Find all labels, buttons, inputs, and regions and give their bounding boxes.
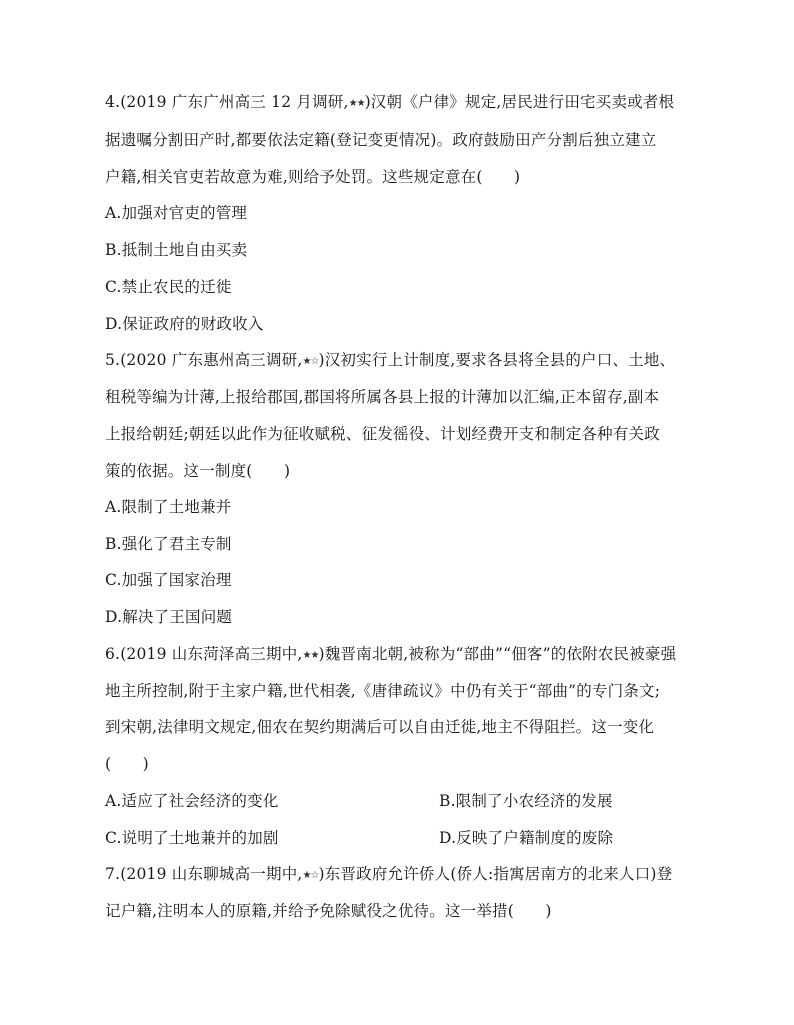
question-5-option-a: A.限制了土地兼并 xyxy=(105,498,232,516)
question-6-option-d: D.反映了户籍制度的废除 xyxy=(439,829,614,847)
question-6-option-a: A.适应了社会经济的变化 xyxy=(105,792,279,810)
question-4-stem-text: )汉朝《户律》规定,居民进行田宅买卖或者根 xyxy=(364,93,675,111)
question-5-line-2: 租税等编为计薄,上报给郡国,郡国将所属各县上报的计薄加以汇编,正本留存,副本 xyxy=(105,388,660,406)
question-5-option-c: C.加强了国家治理 xyxy=(105,571,232,589)
question-5-option-b: B.强化了君主专制 xyxy=(105,535,232,553)
question-6-options-row-2 xyxy=(105,827,695,849)
question-4-source: 4.(2019 广东广州高三 12 月调研, xyxy=(105,93,349,111)
question-5-stem-text: )汉初实行上计制度,要求各县将全县的户口、土地、 xyxy=(318,351,676,369)
difficulty-star-icon: ★☆ xyxy=(302,356,319,367)
question-5-line-3: 上报给朝廷;朝廷以此作为征收赋税、征发徭役、计划经费开支和制定各种有关政 xyxy=(105,425,660,443)
question-7-line-2: 记户籍,注明本人的原籍,并给予免除赋役之优待。这一举措( ) xyxy=(105,902,552,920)
question-4-line-2: 据遗嘱分割田产时,都要依法定籍(登记变更情况)。政府鼓励田产分割后独立建立 xyxy=(105,131,657,149)
question-4-line-1 xyxy=(105,91,695,115)
question-6-source: 6.(2019 山东菏泽高三期中, xyxy=(105,645,303,663)
question-4-option-b: B.抵制土地自由买卖 xyxy=(105,241,248,259)
difficulty-star-icon: ★★ xyxy=(348,98,365,109)
question-6-line-3: 到宋朝,法律明文规定,佃农在契约期满后可以自由迁徙,地主不得阻拦。这一变化 xyxy=(105,718,655,736)
question-4-option-d: D.保证政府的财政收入 xyxy=(105,315,264,333)
question-5-source: 5.(2020 广东惠州高三调研, xyxy=(105,351,303,369)
question-5-option-d: D.解决了王国问题 xyxy=(105,608,233,626)
question-7-line-1 xyxy=(105,863,695,887)
question-7-stem-text: )东晋政府允许侨人(侨人:指寓居南方的北来人口)登 xyxy=(318,865,673,883)
question-4-option-c: C.禁止农民的迁徙 xyxy=(105,278,232,296)
question-6-line-4: ( ) xyxy=(105,755,149,773)
difficulty-star-icon: ★★ xyxy=(302,650,319,661)
question-4-option-a: A.加强对官吏的管理 xyxy=(105,204,248,222)
question-6-stem-text: )魏晋南北朝,被称为“部曲”“佃客”的依附农民被豪强 xyxy=(318,645,677,663)
question-5-line-1 xyxy=(105,349,695,373)
question-5-line-4: 策的依据。这一制度( ) xyxy=(105,462,291,480)
question-6-line-1 xyxy=(105,643,695,667)
question-6-options-row-1 xyxy=(105,790,695,812)
question-6-line-2: 地主所控制,附于主家户籍,世代相袭,《唐律疏议》中仍有关于“部曲”的专门条文; xyxy=(105,682,661,700)
question-7-source: 7.(2019 山东聊城高一期中, xyxy=(105,865,303,883)
difficulty-star-icon: ★☆ xyxy=(302,870,319,881)
question-6-option-b: B.限制了小农经济的发展 xyxy=(439,792,613,810)
question-6-option-c: C.说明了土地兼并的加剧 xyxy=(105,829,279,847)
question-4-line-3: 户籍,相关官吏若故意为难,则给予处罚。这些规定意在( ) xyxy=(105,168,521,186)
